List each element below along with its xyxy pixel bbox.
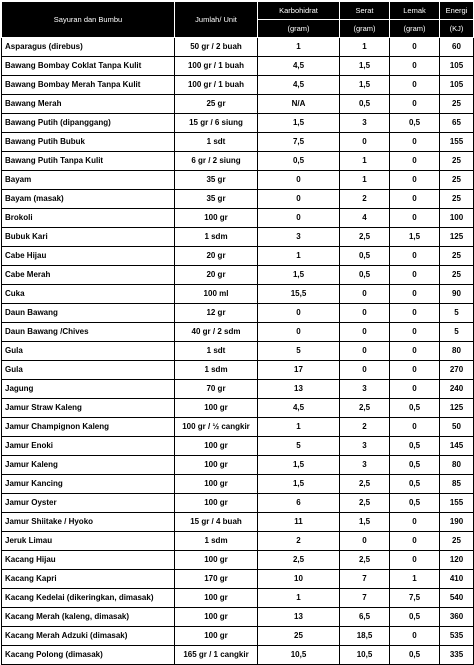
item-fat: 0 [390,209,440,228]
header-name: Sayuran dan Bumbu [2,2,175,38]
item-amount: 100 gr [175,209,258,228]
table-row [2,152,474,171]
item-carb: 5 [258,437,340,456]
item-carb: 6 [258,494,340,513]
item-name: Gula [2,361,175,380]
item-carb: 1,5 [258,114,340,133]
item-fiber: 2,5 [340,228,390,247]
item-carb: 1 [258,589,340,608]
item-amount: 35 gr [175,190,258,209]
item-carb: 2,5 [258,551,340,570]
item-carb: 13 [258,608,340,627]
item-fiber: 18,5 [340,627,390,646]
item-fat: 0 [390,380,440,399]
table-row [2,418,474,437]
header-carb: Karbohidrat [258,2,340,20]
item-carb: 7,5 [258,133,340,152]
item-fat: 0 [390,266,440,285]
item-carb: 0,5 [258,152,340,171]
item-energy: 270 [440,361,474,380]
item-energy: 540 [440,589,474,608]
item-name: Jamur Kancing [2,475,175,494]
item-amount: 100 gr [175,456,258,475]
item-fiber: 1,5 [340,513,390,532]
item-amount: 100 gr [175,551,258,570]
item-name: Kacang Polong (dimasak) [2,646,175,665]
header-fiber: Serat [340,2,390,20]
item-fiber: 7 [340,570,390,589]
item-amount: 50 gr / 2 buah [175,38,258,57]
item-energy: 100 [440,209,474,228]
item-name: Bubuk Kari [2,228,175,247]
item-fiber: 1 [340,152,390,171]
item-fiber: 2,5 [340,494,390,513]
item-fiber: 10,5 [340,646,390,665]
item-energy: 145 [440,437,474,456]
table-row [2,228,474,247]
item-fiber: 1 [340,38,390,57]
item-fiber: 6,5 [340,608,390,627]
item-name: Jamur Enoki [2,437,175,456]
item-fat: 0 [390,247,440,266]
table-row [2,323,474,342]
item-name: Bayam [2,171,175,190]
item-amount: 12 gr [175,304,258,323]
item-name: Cabe Merah [2,266,175,285]
item-fat: 0 [390,627,440,646]
item-energy: 25 [440,532,474,551]
item-fat: 0 [390,57,440,76]
item-amount: 100 gr / ½ cangkir [175,418,258,437]
item-carb: 25 [258,627,340,646]
item-carb: 1 [258,38,340,57]
item-amount: 1 sdt [175,133,258,152]
item-amount: 1 sdt [175,342,258,361]
item-carb: 4,5 [258,399,340,418]
item-fat: 0,5 [390,475,440,494]
table-row [2,456,474,475]
item-fiber: 2,5 [340,475,390,494]
item-amount: 25 gr [175,95,258,114]
item-carb: 10,5 [258,646,340,665]
table-row [2,133,474,152]
item-fiber: 1,5 [340,76,390,95]
table-row [2,361,474,380]
item-amount: 15 gr / 6 siung [175,114,258,133]
item-carb: 11 [258,513,340,532]
item-energy: 90 [440,285,474,304]
item-fat: 0 [390,361,440,380]
item-fiber: 0 [340,342,390,361]
table-row [2,76,474,95]
item-amount: 100 gr / 1 buah [175,57,258,76]
item-energy: 80 [440,456,474,475]
nutrition-table [1,1,474,665]
item-fiber: 3 [340,456,390,475]
header-row [2,2,474,20]
table-row [2,532,474,551]
item-amount: 100 gr [175,589,258,608]
table-row [2,38,474,57]
item-energy: 25 [440,152,474,171]
item-energy: 60 [440,38,474,57]
item-energy: 535 [440,627,474,646]
item-name: Jamur Straw Kaleng [2,399,175,418]
item-carb: 0 [258,323,340,342]
item-fat: 0,5 [390,608,440,627]
item-fat: 0 [390,551,440,570]
item-name: Cabe Hijau [2,247,175,266]
table-row [2,513,474,532]
item-fat: 0 [390,418,440,437]
item-fiber: 0,5 [340,247,390,266]
item-energy: 5 [440,304,474,323]
item-energy: 105 [440,76,474,95]
item-fat: 0,5 [390,646,440,665]
item-carb: 1 [258,247,340,266]
item-fat: 0 [390,38,440,57]
item-amount: 100 ml [175,285,258,304]
item-name: Kacang Kapri [2,570,175,589]
unit-carb: (gram) [258,20,340,38]
item-amount: 40 gr / 2 sdm [175,323,258,342]
item-carb: 0 [258,190,340,209]
item-energy: 25 [440,247,474,266]
item-carb: 1,5 [258,456,340,475]
table-row [2,342,474,361]
item-fat: 1 [390,570,440,589]
item-name: Cuka [2,285,175,304]
item-carb: 4,5 [258,57,340,76]
item-name: Bawang Bombay Merah Tanpa Kulit [2,76,175,95]
item-carb: 17 [258,361,340,380]
table-row [2,380,474,399]
item-carb: N/A [258,95,340,114]
item-fiber: 3 [340,437,390,456]
item-energy: 125 [440,399,474,418]
table-row [2,171,474,190]
item-fat: 0 [390,133,440,152]
item-fat: 0,5 [390,399,440,418]
item-fiber: 0 [340,532,390,551]
item-energy: 5 [440,323,474,342]
header-energy: Energi [440,2,474,20]
item-fiber: 0,5 [340,266,390,285]
item-fiber: 3 [340,380,390,399]
unit-fiber: (gram) [340,20,390,38]
item-fat: 0,5 [390,494,440,513]
item-fat: 0,5 [390,114,440,133]
header-amount: Jumlah/ Unit [175,2,258,38]
item-fiber: 0 [340,304,390,323]
item-name: Jeruk Limau [2,532,175,551]
item-fat: 0 [390,323,440,342]
item-fiber: 2,5 [340,399,390,418]
item-name: Kacang Kedelai (dikeringkan, dimasak) [2,589,175,608]
table-row [2,266,474,285]
item-amount: 70 gr [175,380,258,399]
item-amount: 100 gr [175,399,258,418]
item-energy: 25 [440,266,474,285]
item-carb: 15,5 [258,285,340,304]
item-fat: 0 [390,76,440,95]
item-amount: 100 gr / 1 buah [175,76,258,95]
item-energy: 410 [440,570,474,589]
item-name: Brokoli [2,209,175,228]
item-energy: 105 [440,57,474,76]
item-energy: 25 [440,171,474,190]
item-energy: 335 [440,646,474,665]
item-carb: 5 [258,342,340,361]
table-header [2,2,474,38]
item-amount: 15 gr / 4 buah [175,513,258,532]
item-carb: 0 [258,171,340,190]
item-energy: 50 [440,418,474,437]
item-fiber: 2 [340,190,390,209]
item-fiber: 1,5 [340,57,390,76]
table-row [2,399,474,418]
table-row [2,608,474,627]
item-name: Bayam (masak) [2,190,175,209]
item-carb: 1,5 [258,266,340,285]
item-fiber: 0 [340,285,390,304]
item-fiber: 0,5 [340,95,390,114]
item-fiber: 4 [340,209,390,228]
item-energy: 25 [440,190,474,209]
item-energy: 155 [440,494,474,513]
item-name: Jamur Oyster [2,494,175,513]
item-energy: 240 [440,380,474,399]
item-fiber: 7 [340,589,390,608]
item-fat: 0 [390,532,440,551]
table-row [2,646,474,665]
item-energy: 120 [440,551,474,570]
item-fat: 0,5 [390,437,440,456]
table-row [2,247,474,266]
item-name: Kacang Merah (kaleng, dimasak) [2,608,175,627]
table-row [2,494,474,513]
item-fiber: 0 [340,361,390,380]
table-row [2,114,474,133]
item-fat: 0 [390,342,440,361]
item-name: Bawang Bombay Coklat Tanpa Kulit [2,57,175,76]
unit-fat: (gram) [390,20,440,38]
table-row [2,551,474,570]
header-fat: Lemak [390,2,440,20]
item-amount: 1 sdm [175,228,258,247]
item-amount: 165 gr / 1 cangkir [175,646,258,665]
item-energy: 360 [440,608,474,627]
item-amount: 170 gr [175,570,258,589]
item-name: Daun Bawang /Chives [2,323,175,342]
item-carb: 2 [258,532,340,551]
item-carb: 10 [258,570,340,589]
item-energy: 125 [440,228,474,247]
table-row [2,304,474,323]
item-fat: 0 [390,285,440,304]
item-name: Bawang Putih Tanpa Kulit [2,152,175,171]
item-amount: 100 gr [175,627,258,646]
unit-energy: (KJ) [440,20,474,38]
item-amount: 100 gr [175,475,258,494]
item-fat: 0 [390,190,440,209]
item-carb: 1 [258,418,340,437]
item-amount: 1 sdm [175,532,258,551]
item-name: Jagung [2,380,175,399]
item-fat: 7,5 [390,589,440,608]
item-name: Bawang Merah [2,95,175,114]
item-amount: 20 gr [175,266,258,285]
item-energy: 190 [440,513,474,532]
item-fat: 0 [390,513,440,532]
table-row [2,285,474,304]
item-amount: 20 gr [175,247,258,266]
item-carb: 0 [258,209,340,228]
item-fiber: 2 [340,418,390,437]
table-row [2,57,474,76]
item-amount: 100 gr [175,437,258,456]
item-name: Jamur Kaleng [2,456,175,475]
item-fiber: 1 [340,171,390,190]
item-carb: 13 [258,380,340,399]
item-carb: 3 [258,228,340,247]
item-fiber: 3 [340,114,390,133]
item-energy: 25 [440,95,474,114]
table-row [2,209,474,228]
item-energy: 65 [440,114,474,133]
item-amount: 100 gr [175,494,258,513]
item-fat: 0 [390,95,440,114]
item-fat: 0 [390,152,440,171]
item-name: Kacang Hijau [2,551,175,570]
item-name: Jamur Champignon Kaleng [2,418,175,437]
table-row [2,95,474,114]
item-carb: 4,5 [258,76,340,95]
item-name: Asparagus (direbus) [2,38,175,57]
item-name: Bawang Putih (dipanggang) [2,114,175,133]
item-fiber: 0 [340,133,390,152]
item-fat: 0 [390,171,440,190]
item-fat: 0 [390,304,440,323]
item-carb: 0 [258,304,340,323]
table-row [2,570,474,589]
table-body [2,38,474,665]
item-amount: 100 gr [175,608,258,627]
item-name: Bawang Putih Bubuk [2,133,175,152]
table-row [2,589,474,608]
table-row [2,475,474,494]
item-energy: 85 [440,475,474,494]
item-carb: 1,5 [258,475,340,494]
table-row [2,627,474,646]
item-name: Gula [2,342,175,361]
item-fat: 1,5 [390,228,440,247]
item-amount: 35 gr [175,171,258,190]
item-energy: 80 [440,342,474,361]
item-amount: 6 gr / 2 siung [175,152,258,171]
item-fat: 0,5 [390,456,440,475]
item-fiber: 0 [340,323,390,342]
item-name: Kacang Merah Adzuki (dimasak) [2,627,175,646]
item-amount: 1 sdm [175,361,258,380]
table-row [2,437,474,456]
item-energy: 155 [440,133,474,152]
item-fiber: 2,5 [340,551,390,570]
item-name: Daun Bawang [2,304,175,323]
table-row [2,190,474,209]
item-name: Jamur Shiitake / Hyoko [2,513,175,532]
